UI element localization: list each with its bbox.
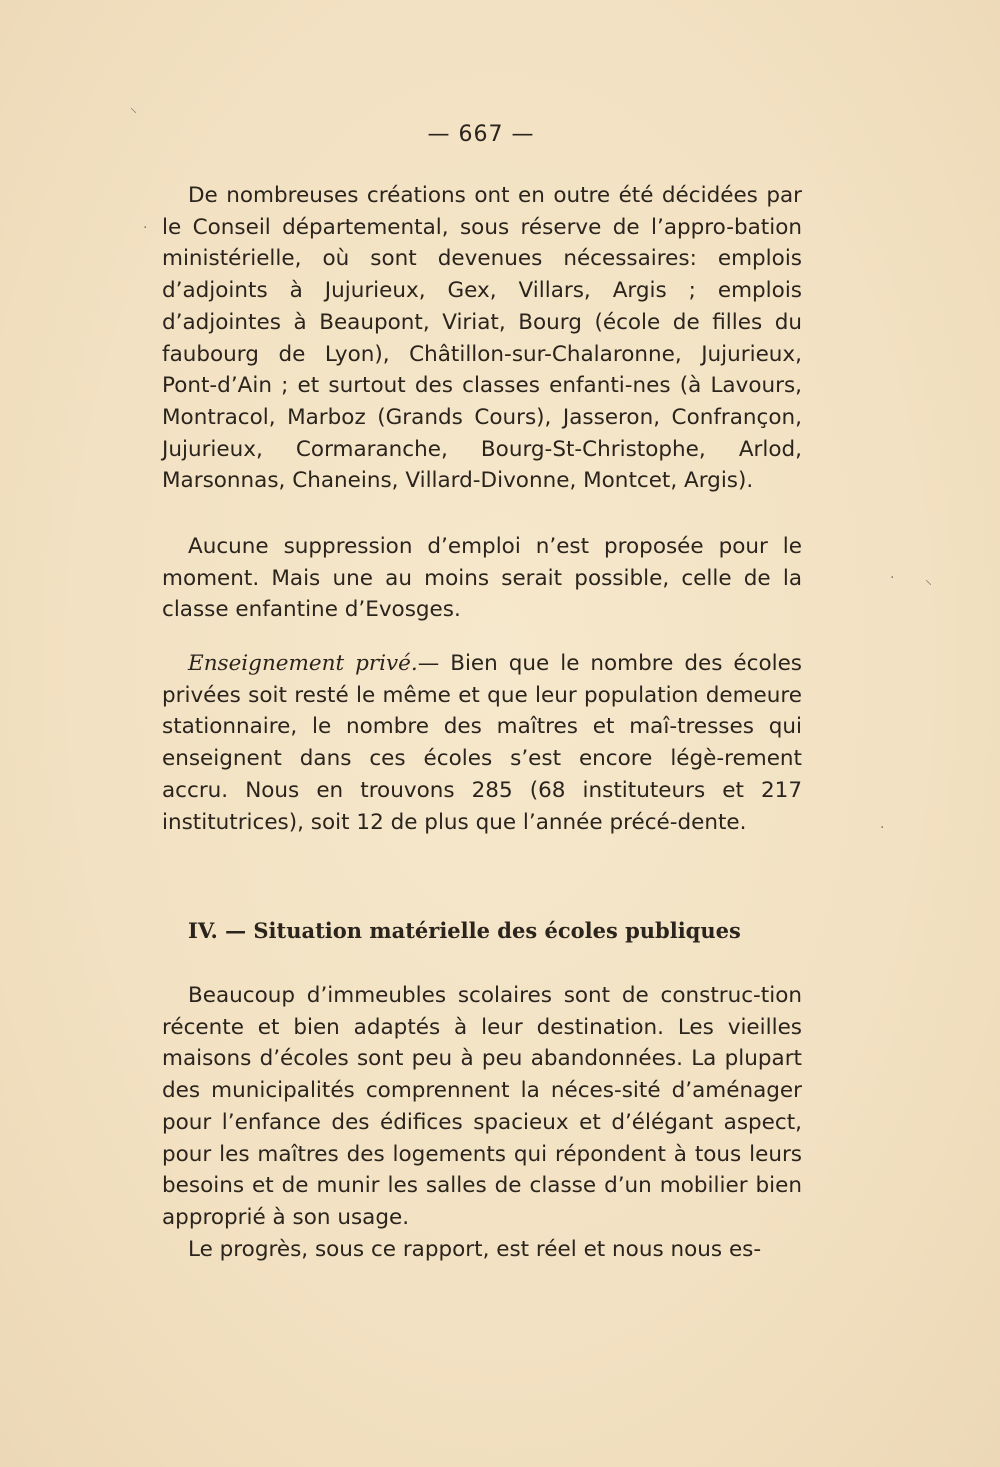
paragraph-progres [162,1234,802,1266]
paper-speck: ⸜ [925,572,932,588]
paragraph-text: Aucune suppression d’emploi n’est proposée pour le moment. Mais une au moins serait possible, celle de la classe enfantine d’Evosges. [162,534,802,623]
paragraph-lead-italic: Enseignement privé. [188,651,418,676]
paragraph-creations [162,180,802,497]
paragraph-text: Beaucoup d’immeubles scolaires sont de construc-tion récente et bien adaptés à leur destination. Les vieilles maisons d’écoles sont peu à peu abandonnées. La plupart des municipalités comprennent la néces-sité d’aménager pour l’enfance des édifices spacieux et d’élégant aspect, pour les maîtres des logements qui répondent à tous leurs besoins et de munir les salles de classe d’un mobilier bien approprié à son usage. [162,983,802,1230]
paragraph-text: Le progrès, sous ce rapport, est réel et nous nous es- [188,1237,762,1262]
paper-speck: · [890,570,895,586]
paper-speck: · [143,220,148,236]
paragraph-immeubles [162,980,802,1234]
section-heading: IV. — Situation matérielle des écoles publiques [188,918,741,943]
paragraph-suppression [162,531,802,626]
paragraph-text: De nombreuses créations ont en outre été décidées par le Conseil départemental, sous réserve de l’appro-bation ministérielle, où sont devenues nécessaires: emplois d’adjoints à Jujurieux, Gex, Villars, Argis ; emplois d’adjointes à Beaupont, Viriat, Bourg (école de filles du faubourg de Lyon), Châtillon-sur-Chalaronne, Jujurieux, Pont-d’Ain ; et surtout des classes enfanti-nes (à Lavours, Montracol, Marboz (Grands Cours), Jasseron, Confrançon, Jujurieux, Cormaranche, Bourg-St-Christophe, Arlod, Marsonnas, Chaneins, Villard-Divonne, Montcet, Argis). [162,183,802,494]
page-number: — 667 — [427,122,535,147]
paper-speck: ⸜ [130,100,137,116]
paragraph-enseignement-prive [162,648,802,838]
paper-speck: · [880,820,885,836]
paragraph-text [162,648,802,838]
paragraph-body: — Bien que le nombre des écoles privées soit resté le même et que leur population demeure stationnaire, le nombre des maîtres et maî-tresses qui enseignent dans ces écoles s’est encore légè-rement accru. Nous en trouvons 285 (68 instituteurs et 217 institutrices), soit 12 de plus que l’année précé-dente. [162,651,803,835]
